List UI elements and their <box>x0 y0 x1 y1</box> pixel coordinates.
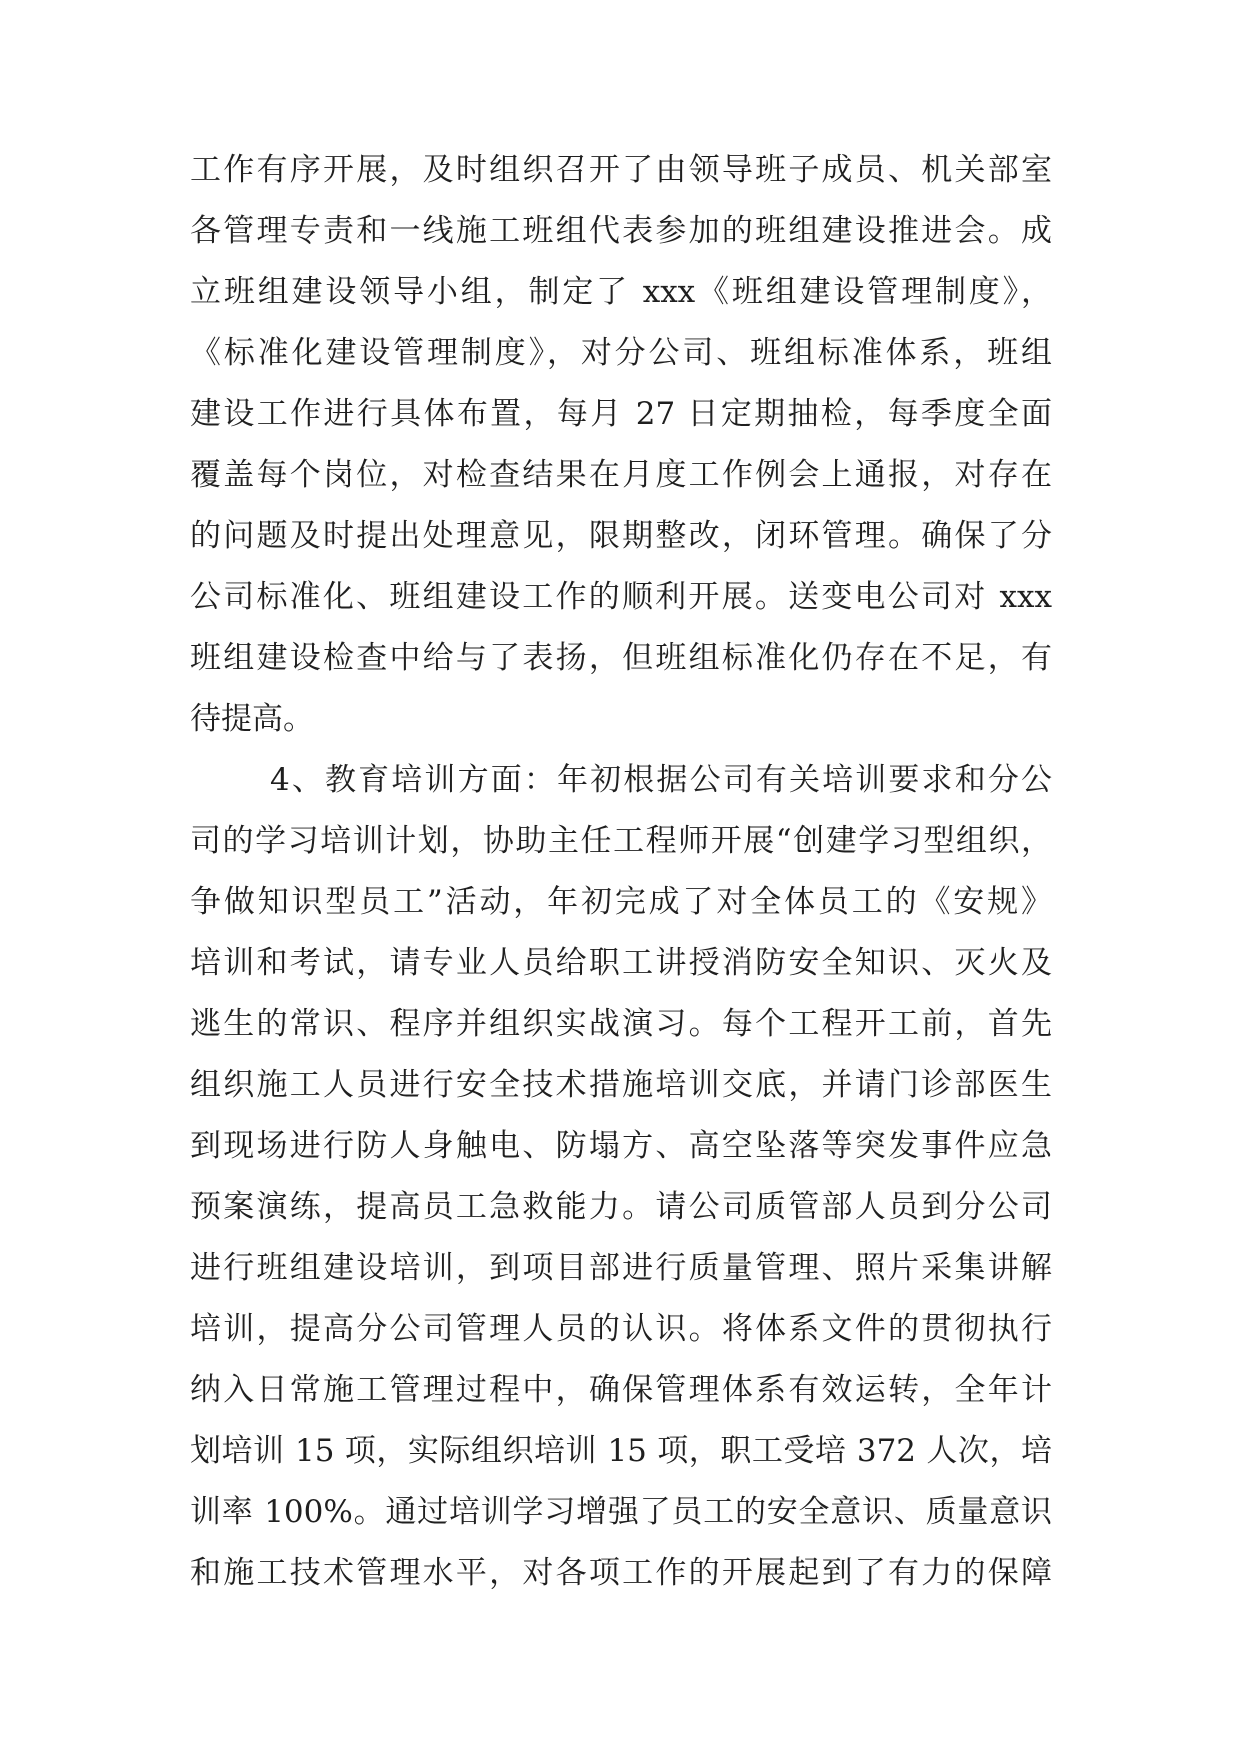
text-line: 到现场进行防人身触电、防塌方、高空坠落等突发事件应急 <box>190 1128 1052 1164</box>
text-line: 纳入日常施工管理过程中，确保管理体系有效运转，全年计 <box>190 1372 1052 1408</box>
text-line: 班组建设检查中给与了表扬，但班组标准化仍存在不足，有 <box>190 640 1052 676</box>
text-line: 的问题及时提出处理意见，限期整改，闭环管理。确保了分 <box>190 518 1052 554</box>
text-line: 立班组建设领导小组，制定了 xxx《班组建设管理制度》， <box>190 274 1052 310</box>
text-line: 训率 100%。通过培训学习增强了员工的安全意识、质量意识 <box>190 1494 1052 1530</box>
text-line: 划培训 15 项，实际组织培训 15 项，职工受培 372 人次，培 <box>190 1433 1052 1469</box>
text-line: 建设工作进行具体布置，每月 27 日定期抽检，每季度全面 <box>190 396 1052 432</box>
text-line: 工作有序开展，及时组织召开了由领导班子成员、机关部室 <box>190 152 1052 188</box>
text-line: 逃生的常识、程序并组织实战演习。每个工程开工前，首先 <box>190 1006 1052 1042</box>
text-line: 待提高。 <box>190 701 314 737</box>
text-line: 进行班组建设培训，到项目部进行质量管理、照片采集讲解 <box>190 1250 1052 1286</box>
text-line: 司的学习培训计划，协助主任工程师开展“创建学习型组织， <box>190 823 1052 859</box>
paragraph-first-line: 4、教育培训方面：年初根据公司有关培训要求和分公 <box>270 762 1052 798</box>
text-line: 公司标准化、班组建设工作的顺利开展。送变电公司对 xxx <box>190 579 1052 615</box>
text-line: 《标准化建设管理制度》，对分公司、班组标准体系，班组 <box>190 335 1052 371</box>
text-line: 预案演练，提高员工急救能力。请公司质管部人员到分公司 <box>190 1189 1052 1225</box>
text-line: 覆盖每个岗位，对检查结果在月度工作例会上通报，对存在 <box>190 457 1052 493</box>
text-line: 各管理专责和一线施工班组代表参加的班组建设推进会。成 <box>190 213 1052 249</box>
text-line: 组织施工人员进行安全技术措施培训交底，并请门诊部医生 <box>190 1067 1052 1103</box>
text-line: 培训，提高分公司管理人员的认识。将体系文件的贯彻执行 <box>190 1311 1052 1347</box>
text-line: 和施工技术管理水平，对各项工作的开展起到了有力的保障 <box>190 1555 1052 1591</box>
text-line: 培训和考试，请专业人员给职工讲授消防安全知识、灭火及 <box>190 945 1052 981</box>
text-line: 争做知识型员工”活动，年初完成了对全体员工的《安规》 <box>190 884 1052 920</box>
